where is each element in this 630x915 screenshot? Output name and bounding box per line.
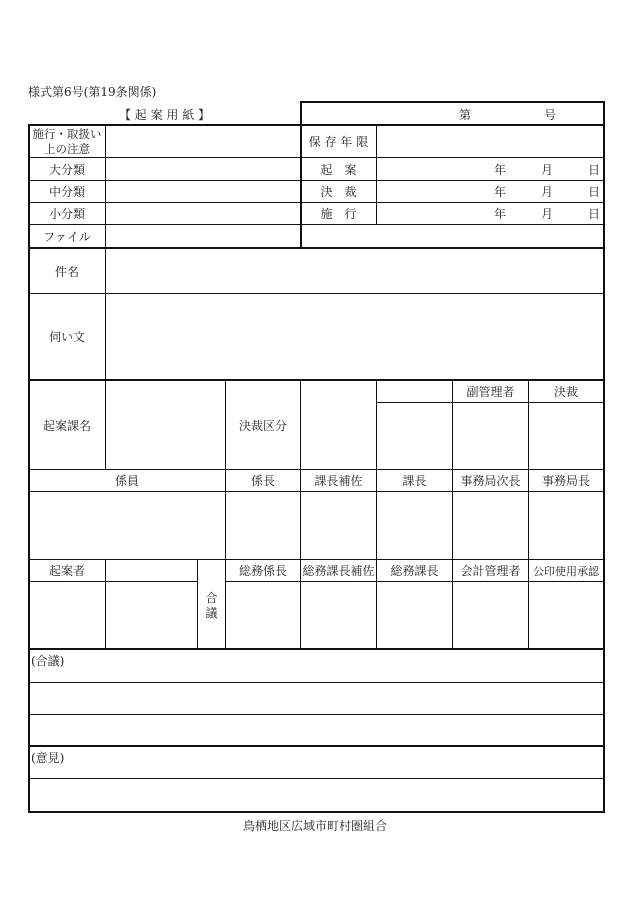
consultation-remark-label: (合議) <box>31 653 65 668</box>
appr-vline-376 <box>376 380 377 649</box>
category-medium: 中分類 <box>48 185 85 199</box>
info-line-4 <box>28 224 605 225</box>
caution-label-1: 施行・取扱い <box>32 127 102 141</box>
caution-label-2: 上の注意 <box>44 142 90 156</box>
draft-month: 月 <box>540 162 553 177</box>
opinion-line-1 <box>28 778 605 779</box>
appr-vline-528 <box>528 380 529 649</box>
draft-day: 日 <box>587 162 600 177</box>
decision-type-label: 決裁区分 <box>238 418 287 433</box>
dept-label: 起案課名 <box>42 418 91 433</box>
appr-vline-452 <box>452 380 453 649</box>
remarks-divider <box>28 745 605 747</box>
approval-day: 日 <box>587 185 600 199</box>
info-col-a <box>105 124 106 247</box>
drafter-label: 起案者 <box>48 564 85 578</box>
assistant-manager-label: 課長補佐 <box>314 474 363 488</box>
approval-month: 月 <box>540 185 553 199</box>
appr-vline-300 <box>300 380 301 649</box>
draft-year: 年 <box>493 162 506 177</box>
frame-bottom <box>28 811 605 813</box>
info-bottom <box>28 247 605 249</box>
opinion-label: (意見) <box>31 750 65 765</box>
approval-year: 年 <box>493 185 506 199</box>
info-col-b <box>376 124 377 225</box>
chief-label: 係長 <box>250 474 275 488</box>
seal-approval-label: 公印使用承認 <box>533 564 599 578</box>
vice-manager-label: 副管理者 <box>466 385 515 399</box>
category-small: 小分類 <box>48 207 85 221</box>
doc-no-prefix: 第 <box>458 107 471 122</box>
doc-no-box-top <box>301 101 604 103</box>
remarks-line-2 <box>28 714 605 715</box>
approval-date-label: 決 裁 <box>320 185 357 199</box>
subject-col <box>105 247 106 380</box>
enforce-year: 年 <box>493 207 506 221</box>
accounting-manager-label: 会計管理者 <box>460 564 521 578</box>
appr-vline-105b <box>105 560 106 649</box>
general-assistant-manager-label: 総務課長補佐 <box>302 564 375 578</box>
inquiry-label: 伺い文 <box>48 330 85 344</box>
enforce-month: 月 <box>540 207 553 221</box>
appr-hline-492 <box>28 491 605 492</box>
frame-right <box>603 101 605 813</box>
subject-divider <box>28 293 605 294</box>
manager-label: 課長 <box>402 474 427 488</box>
file-label: ファイル <box>43 229 91 244</box>
form-number: 様式第6号(第19条関係) <box>28 84 157 99</box>
appr-hline-582-right <box>225 581 605 582</box>
draft-date-label: 起 案 <box>320 162 357 177</box>
remarks-line-1 <box>28 682 605 683</box>
form-title: 【 起 案 用 紙 】 <box>118 107 211 122</box>
appr-vline-105 <box>105 380 106 470</box>
consultation-vertical-2: 議 <box>205 605 218 620</box>
enforce-day: 日 <box>587 207 600 221</box>
deputy-secretary-general-label: 事務局次長 <box>460 474 521 488</box>
appr-bottom <box>28 648 605 650</box>
final-decision-label: 決裁 <box>553 385 578 399</box>
consultation-vertical-1: 合 <box>205 590 218 605</box>
category-large: 大分類 <box>48 162 85 177</box>
secretary-general-label: 事務局長 <box>541 474 590 488</box>
appr-hline-402 <box>376 402 605 403</box>
doc-no-suffix: 号 <box>543 107 556 122</box>
general-chief-label: 総務係長 <box>238 564 287 578</box>
organization-name: 鳥栖地区広域市町村圏組合 <box>242 818 387 833</box>
subject-label: 件名 <box>54 264 79 279</box>
retention-label: 保 存 年 限 <box>308 135 369 149</box>
enforce-date-label: 施 行 <box>320 207 357 221</box>
appr-hline-582-left <box>28 581 197 582</box>
general-manager-label: 総務課長 <box>390 564 439 578</box>
staff-label: 係員 <box>114 474 139 488</box>
